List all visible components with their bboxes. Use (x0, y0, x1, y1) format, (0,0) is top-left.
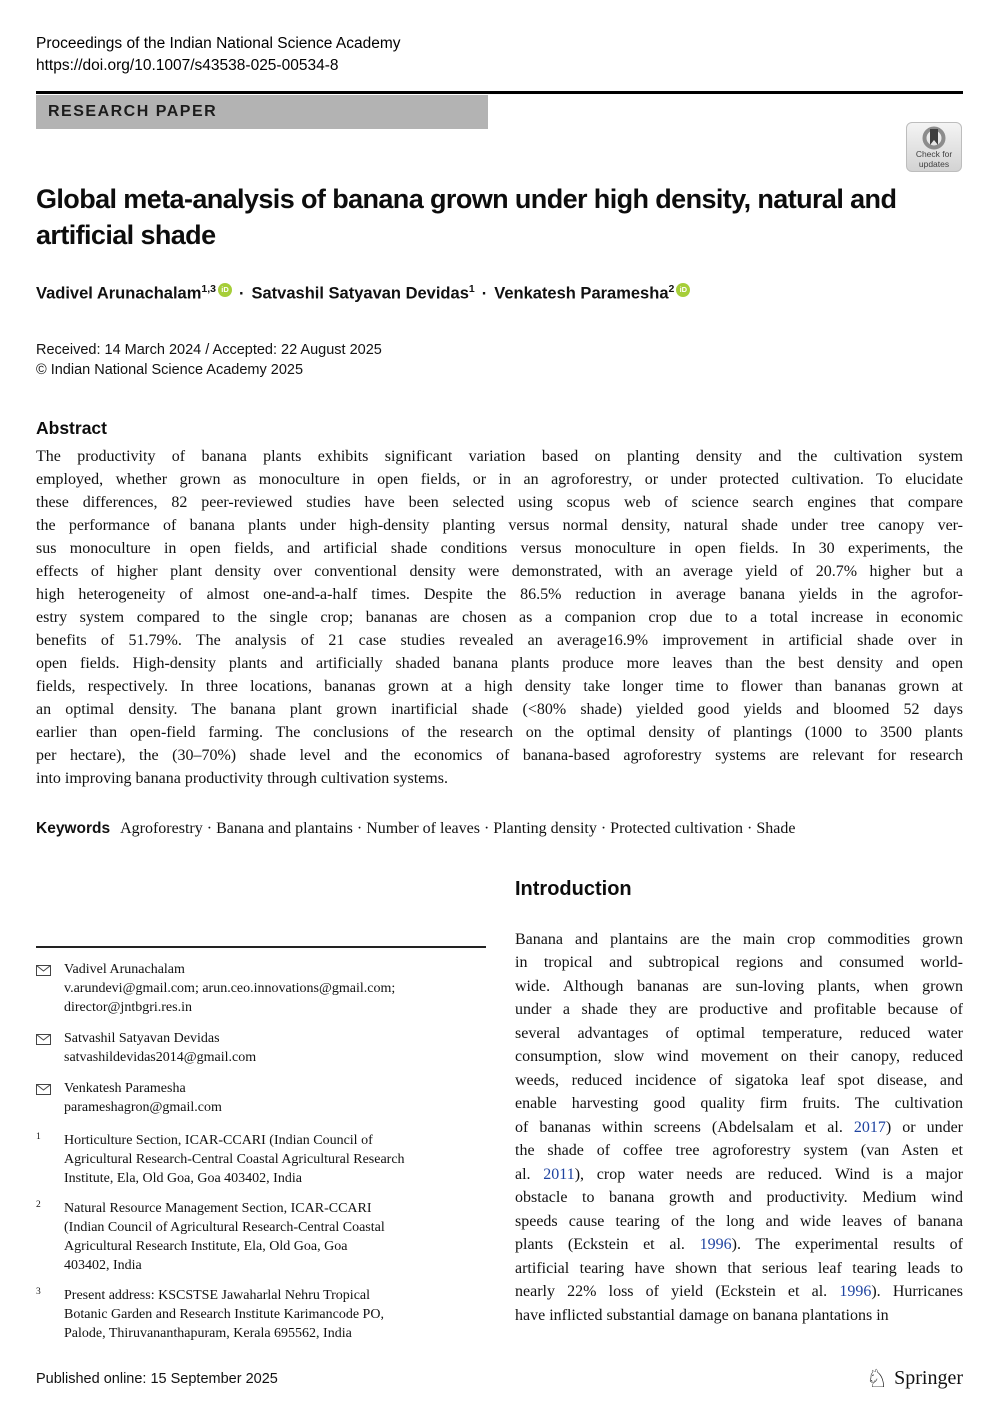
text-line: these differences, 82 peer-reviewed studies have been selected using scopus web of science search engines that compare (36, 493, 963, 511)
springer-knight-icon: ♘ (865, 1364, 889, 1393)
citation-link[interactable]: 1996 (839, 1283, 872, 1300)
footnote-rule (36, 946, 486, 948)
article-type-banner (36, 95, 488, 129)
envelope-icon (36, 1079, 64, 1117)
author-name: Satvashil Satyavan Devidas$^1$ (251, 283, 475, 303)
text-line: earlier than open-field farming. The conclusions of the research on the optimal density of plantings (1000 to 3500 plants (36, 723, 963, 741)
abstract-text (36, 445, 963, 790)
text-line: high heterogeneity of almost one-and-a-half times. Despite the 86.5% reduction in average banana yields in the agrofor- (36, 585, 963, 603)
text-line: into improving banana productivity through cultivation systems. (36, 769, 448, 787)
publisher-logo (866, 1366, 963, 1391)
contact-name: Venkatesh Paramesha (64, 1080, 186, 1096)
text-line: al. 2011), crop water needs are reduced. Wind is a major (515, 1165, 964, 1183)
received-accepted-line: Received: 14 March 2024 / Accepted: 22 August 2025 (36, 341, 382, 358)
contact-name: Satvashil Satyavan Devidas (64, 1030, 220, 1046)
affiliation-text (64, 1131, 405, 1188)
keywords-label: Keywords (36, 819, 111, 837)
affiliation-item (36, 1131, 486, 1188)
article-type-label: RESEARCH PAPER (48, 103, 218, 120)
text-line: open fields. High-density plants and artificially shaded banana plants produce more leaves than the best density and open (36, 654, 963, 672)
paper-title (36, 181, 963, 253)
author-affiliation-sup: 2 (668, 283, 675, 295)
contact-name: Vadivel Arunachalam (64, 961, 185, 977)
text-line: Horticulture Section, ICAR-CCARI (Indian Council of (64, 1132, 373, 1148)
text-line: estry system compared to the single crop; bananas are chosen as a companion crop due to a total increase in economic (36, 608, 963, 626)
affiliation-number: 1 (36, 1131, 41, 1142)
author-affiliation-sup: 1,3 (201, 283, 216, 295)
text-line: benefits of 51.79%. The analysis of 21 case studies revealed an average16.9% improvement in artificial shade over in (36, 631, 963, 649)
text-line: Botanic Garden and Research Institute Karimancode PO, (64, 1306, 384, 1322)
text-line: artificial tearing have shown that serious leaf tearing leads to (515, 1259, 963, 1277)
text-line: per hectare), the (30–70%) shade level and the economics of banana-based agroforestry systems are relevant for research (36, 746, 963, 764)
text-line: The productivity of banana plants exhibits significant variation based on planting density and the cultivation system (36, 447, 963, 465)
affiliation-number: 2 (36, 1199, 41, 1210)
text-line: enable harvesting good quality firm fruits. The cultivation (515, 1095, 963, 1112)
text-line: director@jntbgri.res.in (64, 999, 192, 1015)
citation-link[interactable]: 2011 (543, 1165, 575, 1183)
author-separator: · (481, 284, 488, 303)
introduction-column (515, 868, 963, 1354)
text-line: speeds cause tearing of the long and wide leaves of banana (515, 1212, 963, 1230)
orcid-icon[interactable]: iD (218, 283, 232, 297)
text-line: obstacle to banana growth and productivity. Medium wind (515, 1189, 963, 1206)
text-line: satvashildevidas2014@gmail.com (64, 1049, 257, 1065)
text-line: Natural Resource Management Section, ICAR-CCARI (64, 1200, 372, 1216)
orcid-icon[interactable]: iD (676, 283, 690, 297)
published-online-line: Published online: 15 September 2025 (36, 1370, 278, 1387)
text-line: the shade of coffee tree agroforestry system (van Asten et (515, 1142, 963, 1159)
text-line: Institute, Ela, Old Goa, Goa 403402, India (64, 1170, 302, 1186)
author-name: Venkatesh Paramesha$^2$ iD (494, 283, 690, 304)
abstract-heading: Abstract (36, 417, 107, 438)
text-line: the performance of banana plants under high-density planting versus normal density, natural shade under tree canopy ver- (36, 516, 963, 534)
footnotes-column (36, 868, 486, 1354)
text-line: employed, whether grown as monoculture in open fields, or in an agroforestry, or under protected cultivation. To elucidate (36, 470, 963, 488)
text-line: of bananas within screens (Abdelsalam et al. 2017) or under (515, 1118, 963, 1136)
text-line: Agricultural Research Institute, Ela, Old Goa, Goa (64, 1238, 348, 1254)
header-rule (36, 91, 963, 94)
text-line: 403402, India (64, 1257, 142, 1273)
contact-emails (64, 1098, 222, 1117)
text-line: several advantages of optimal temperature, reduced water (515, 1024, 963, 1042)
author-list (36, 283, 963, 304)
text-line: weeds, reduced incidence of sigatoka leaf spot disease, and (515, 1071, 963, 1089)
corresponding-author-block (36, 960, 486, 1017)
check-updates-label-2: updates (918, 158, 950, 169)
text-line: (Indian Council of Agricultural Research-Central Coastal (64, 1219, 385, 1235)
text-line: fields, respectively. In three locations, bananas grown at a high density take longer time to flower than bananas grown at (36, 677, 963, 695)
envelope-icon (36, 1029, 64, 1067)
doi-link[interactable]: https://doi.org/10.1007/s43538-025-00534-8 (36, 57, 339, 74)
introduction-heading: Introduction (515, 877, 632, 900)
author-affiliation-sup: 1 (468, 283, 475, 295)
affiliation-item (36, 1199, 486, 1275)
citation-link[interactable]: 1996 (699, 1236, 732, 1253)
text-line: consumption, slow wind movement on their canopy, reduced (515, 1048, 963, 1065)
author-separator: · (239, 284, 245, 303)
introduction-text (515, 928, 963, 1328)
text-line: wide. Although bananas are sun-loving plants, when grown (515, 977, 963, 995)
affiliation-text (64, 1286, 384, 1343)
affiliation-number: 3 (36, 1286, 41, 1297)
text-line: Agricultural Research-Central Coastal Agricultural Research (64, 1151, 405, 1167)
text-line: Banana and plantains are the main crop commodities grown (515, 930, 963, 948)
check-for-updates-button[interactable] (906, 122, 962, 172)
text-line: sus monoculture in open fields, and artificial shade conditions versus monoculture in open fields. In 30 experiments, the (36, 539, 963, 557)
contact-emails (64, 979, 395, 1017)
affiliation-text (64, 1199, 385, 1275)
text-line: an optimal density. The banana plant grown inartificial shade (<80% shade) yielded good yields and bloomed 52 days (36, 700, 963, 718)
text-line: nearly 22% loss of yield (Eckstein et al. 1996). Hurricanes (515, 1283, 964, 1300)
contact-emails (64, 1048, 256, 1067)
text-line: under a shade they are productive and profitable because of (515, 1001, 963, 1018)
text-line: Palode, Thiruvananthapuram, Kerala 695562, India (64, 1325, 352, 1341)
corresponding-author-block (36, 1029, 486, 1067)
text-line: Global meta-analysis of banana grown under high density, natural and (36, 184, 897, 214)
text-line: Present address: KSCSTSE Jawaharlal Nehru Tropical (64, 1287, 371, 1303)
citation-link[interactable]: 2017 (853, 1118, 886, 1136)
journal-name: Proceedings of the Indian National Science Academy (36, 35, 401, 52)
check-updates-icon (921, 126, 947, 150)
keywords-values: Agroforestry · Banana and plantains · Number of leaves · Planting density · Protected cultivation · Shade (120, 819, 796, 837)
text-line: have inflicted substantial damage on banana plantations in (515, 1306, 889, 1324)
text-line: effects of higher plant density over conventional density were demonstrated, with an average yield of 20.7% higher but a (36, 562, 963, 580)
envelope-icon (36, 960, 64, 1017)
publisher-name: Springer (894, 1367, 963, 1389)
text-line: artificial shade (36, 220, 216, 250)
check-updates-label-1: Check for (915, 149, 953, 159)
keywords-line (36, 820, 963, 838)
text-line: v.arundevi@gmail.com; arun.ceo.innovations@gmail.com; (64, 980, 396, 996)
text-line: in tropical and subtropical regions and consumed world- (515, 954, 963, 971)
affiliation-item (36, 1286, 486, 1343)
corresponding-author-block (36, 1079, 486, 1117)
text-line: parameshagron@gmail.com (64, 1099, 222, 1115)
author-name: Vadivel Arunachalam$^{1,3}$ iD (36, 283, 232, 304)
text-line: plants (Eckstein et al. 1996). The experimental results of (515, 1236, 964, 1253)
copyright-line: © Indian National Science Academy 2025 (36, 361, 304, 378)
